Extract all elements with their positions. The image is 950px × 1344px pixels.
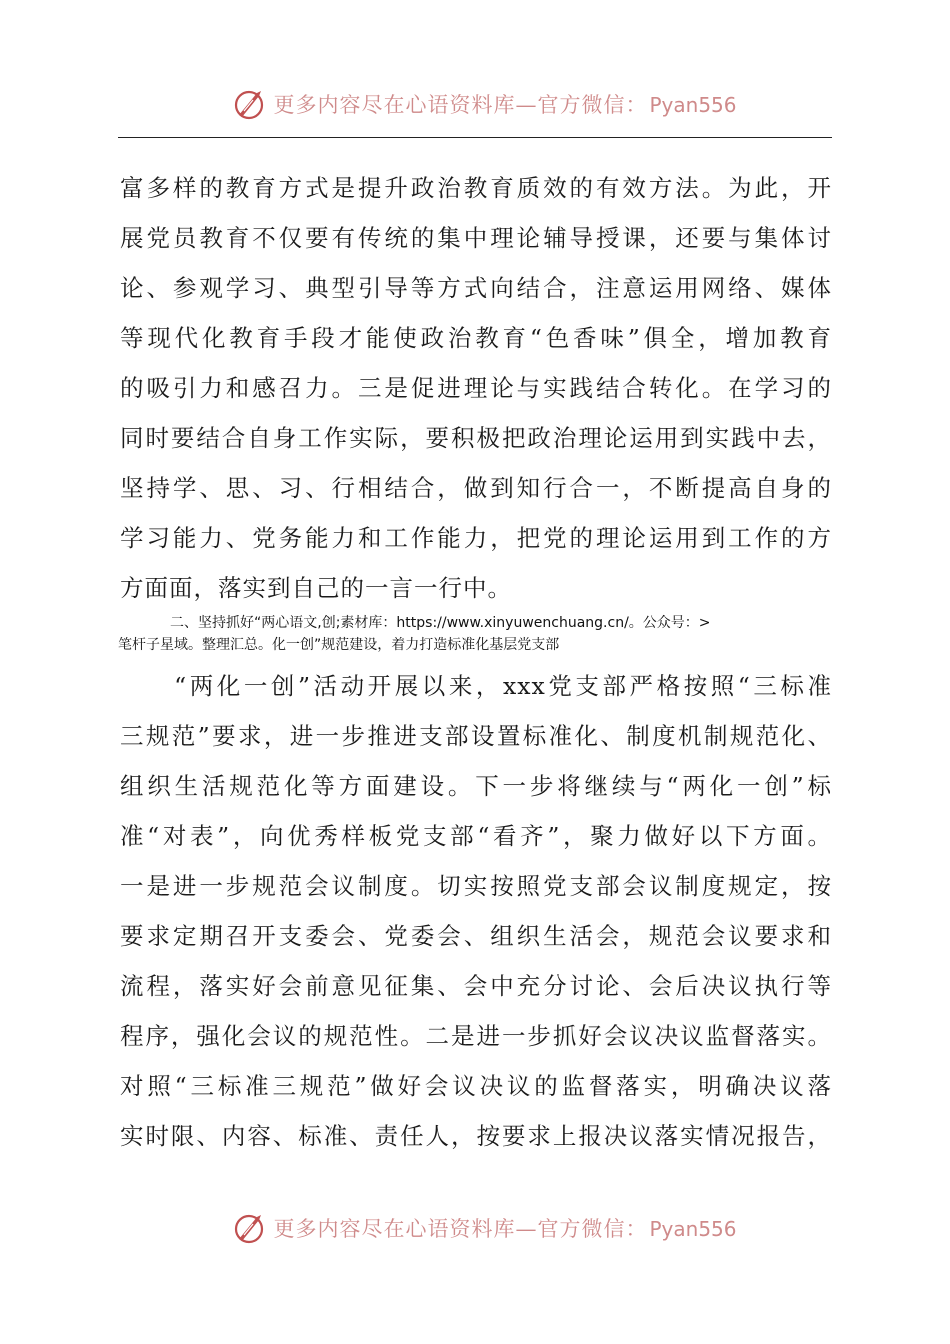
paragraph-line: 流程，落实好会前意见征集、会中充分讨论、会后决议执行等 (120, 972, 832, 1000)
header-banner-label: 更多内容尽在心语资料库—官方微信： (273, 93, 648, 117)
paragraph-line: 组织生活规范化等方面建设。下一步将继续与“两化一创”标 (120, 772, 832, 800)
paragraph-line: 论、参观学习、典型引导等方式向结合，注意运用网络、媒体 (120, 274, 832, 302)
header-divider (118, 137, 832, 138)
paragraph-line: 程序，强化会议的规范性。二是进一步抓好会议决议监督落实。 (120, 1022, 832, 1050)
paragraph-line: 富多样的教育方式是提升政治教育质效的有效方法。为此，开 (120, 174, 832, 202)
paragraph-line: 的吸引力和感召力。三是促进理论与实践结合转化。在学习的 (120, 374, 832, 402)
footer-watermark-banner (0, 1208, 950, 1248)
header-watermark-banner (0, 84, 950, 124)
paragraph-line: 等现代化教育手段才能使政治教育“色香味”俱全，增加教育 (120, 324, 832, 352)
section-heading-line-2: 笔杆子星域。整理汇总。化一创”规范建设，着力打造标准化基层党支部 (118, 637, 560, 653)
paragraph-line: 要求定期召开支委会、党委会、组织生活会，规范会议要求和 (120, 922, 832, 950)
paragraph-line: 准“对表”，向优秀样板党支部“看齐”，聚力做好以下方面。 (120, 822, 832, 850)
paragraph-2 (120, 661, 832, 1161)
paragraph-line: 坚持学、思、习、行相结合，做到知行合一，不断提高自身的 (120, 474, 832, 502)
paragraph-line: 展党员教育不仅要有传统的集中理论辅导授课，还要与集体讨 (120, 224, 832, 252)
paragraph-line: 三规范”要求，进一步推进支部设置标准化、制度机制规范化、 (120, 722, 832, 750)
paragraph-line: 实时限、内容、标准、责任人，按要求上报决议落实情况报告， (120, 1122, 832, 1150)
section-heading-line-1: 二、坚持抓好“两心语文,创;素材库：https://www.xinyuwenchuang.cn/。公众号：> (170, 615, 711, 631)
paragraph-line: 同时要结合自身工作实际，要积极把政治理论运用到实践中去， (120, 424, 832, 452)
paragraph-line: 方面面，落实到自己的一言一行中。 (120, 574, 512, 602)
footer-banner-text (273, 1213, 736, 1243)
paragraph-line: 对照“三标准三规范”做好会议决议的监督落实，明确决议落 (120, 1072, 832, 1100)
header-banner-text (273, 89, 736, 119)
quill-pen-logo-icon (233, 87, 267, 121)
quill-pen-logo-icon (233, 1211, 267, 1245)
paragraph-line: “两化一创”活动开展以来，xxx党支部严格按照“三标准 (120, 672, 832, 700)
footer-banner-label: 更多内容尽在心语资料库—官方微信： (273, 1217, 648, 1241)
footer-wechat-id: Pyan556 (649, 1217, 737, 1241)
header-wechat-id: Pyan556 (649, 93, 737, 117)
paragraph-line: 学习能力、党务能力和工作能力，把党的理论运用到工作的方 (120, 524, 832, 552)
paragraph-1 (120, 163, 832, 613)
paragraph-line: 一是进一步规范会议制度。切实按照党支部会议制度规定，按 (120, 872, 832, 900)
section-heading (118, 612, 838, 656)
